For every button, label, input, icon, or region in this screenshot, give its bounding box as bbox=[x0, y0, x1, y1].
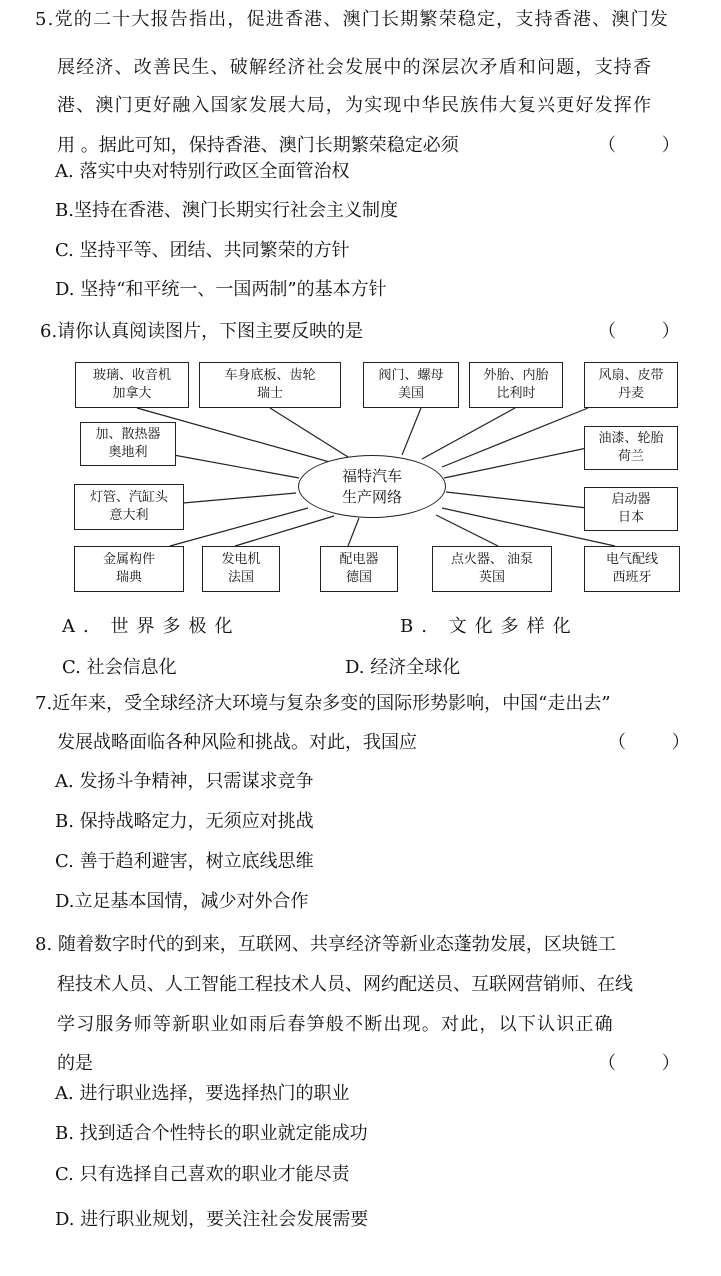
q8-stem-line-4: 的是 bbox=[57, 1053, 93, 1074]
node-parts-label: 阀门、螺母 bbox=[378, 368, 444, 383]
q5-stem-line-1: 5.党的二十大报告指出，促进香港、澳门长期繁荣稳定，支持香港、澳门发 bbox=[35, 9, 669, 30]
node-country-label: 瑞典 bbox=[115, 570, 142, 585]
q8-option-b: B. 找到适合个性特长的职业就定能成功 bbox=[55, 1123, 368, 1144]
node-parts-label: 玻璃、收音机 bbox=[92, 368, 171, 383]
node-parts-label: 车身底板、齿轮 bbox=[224, 368, 316, 383]
node-country-label: 英国 bbox=[478, 570, 505, 585]
q5-option-a: A. 落实中央对特别行政区全面管治权 bbox=[55, 161, 350, 182]
q5-option-c: C. 坚持平等、团结、共同繁荣的方针 bbox=[55, 240, 350, 261]
q6-option-a: A. 世界多极化 bbox=[62, 616, 241, 637]
q6-answer-paren: （ ） bbox=[598, 321, 680, 342]
node-netherlands bbox=[584, 426, 678, 470]
q6-option-b: B. 文化多样化 bbox=[400, 616, 579, 637]
node-parts-label: 油漆、轮胎 bbox=[598, 431, 664, 446]
node-uk bbox=[432, 546, 552, 592]
q5-answer-paren: （ ） bbox=[598, 135, 680, 156]
center-label-line-1: 福特汽车 bbox=[341, 466, 402, 485]
q7-option-b: B. 保持战略定力，无须应对挑战 bbox=[55, 811, 314, 832]
q8-stem-line-2: 程技术人员、人工智能工程技术人员、网约配送员、互联网营销师、在线 bbox=[57, 974, 633, 995]
q7-option-a: A. 发扬斗争精神，只需谋求竞争 bbox=[55, 771, 314, 792]
q8-option-a: A. 进行职业选择，要选择热门的职业 bbox=[55, 1083, 350, 1104]
node-parts-label: 发电机 bbox=[221, 552, 261, 567]
q6-stem: 6.请你认真阅读图片，下图主要反映的是 bbox=[40, 321, 364, 342]
center-label-line-2: 生产网络 bbox=[341, 487, 402, 506]
node-switzerland bbox=[199, 362, 341, 408]
q8-answer-paren: （ ） bbox=[598, 1053, 680, 1074]
q7-answer-paren: （ ） bbox=[608, 732, 690, 753]
node-germany bbox=[320, 546, 398, 592]
node-parts-label: 电气配线 bbox=[605, 552, 658, 567]
node-japan bbox=[584, 487, 678, 531]
node-sweden bbox=[74, 546, 184, 592]
node-country-label: 瑞士 bbox=[256, 386, 283, 401]
node-italy bbox=[74, 484, 184, 530]
node-country-label: 日本 bbox=[617, 510, 644, 525]
q5-stem-line-4: 用 。据此可知，保持香港、澳门长期繁荣稳定必须 bbox=[57, 135, 459, 156]
node-france bbox=[202, 546, 280, 592]
q7-option-c: C. 善于趋利避害，树立底线思维 bbox=[55, 851, 314, 872]
node-parts-label: 点火器、 油泵 bbox=[450, 552, 534, 567]
node-country-label: 荷兰 bbox=[617, 449, 644, 464]
node-denmark bbox=[584, 362, 678, 408]
node-parts-label: 配电器 bbox=[339, 552, 379, 567]
q8-stem-line-1: 8. 随着数字时代的到来，互联网、共享经济等新业态蓬勃发展，区块链工 bbox=[35, 934, 616, 955]
node-country-label: 意大利 bbox=[109, 508, 149, 523]
node-spain bbox=[584, 546, 680, 592]
diagram-center-node bbox=[298, 455, 446, 518]
node-parts-label: 风扇、皮带 bbox=[598, 368, 664, 383]
node-country-label: 德国 bbox=[345, 570, 372, 585]
q5-stem-line-2: 展经济、改善民生、破解经济社会发展中的深层次矛盾和问题，支持香 bbox=[57, 57, 653, 78]
node-parts-label: 灯管、汽缸头 bbox=[89, 490, 168, 505]
node-parts-label: 外胎、内胎 bbox=[483, 368, 549, 383]
node-canada bbox=[75, 362, 189, 408]
q7-option-d: D.立足基本国情，减少对外合作 bbox=[55, 891, 309, 912]
q7-stem-line-2: 发展战略面临各种风险和挑战。对此，我国应 bbox=[57, 732, 417, 753]
q5-option-b: B.坚持在香港、澳门长期实行社会主义制度 bbox=[55, 200, 398, 221]
node-usa bbox=[363, 362, 459, 408]
node-country-label: 比利时 bbox=[496, 386, 536, 401]
ford-production-network-diagram bbox=[70, 358, 682, 598]
q8-option-d: D. 进行职业规划，要关注社会发展需要 bbox=[55, 1209, 369, 1230]
q7-stem-line-1: 7.近年来，受全球经济大环境与复杂多变的国际形势影响，中国“走出去” bbox=[35, 693, 611, 714]
node-austria bbox=[80, 422, 176, 466]
node-country-label: 丹麦 bbox=[617, 386, 644, 401]
node-country-label: 加拿大 bbox=[112, 386, 152, 401]
node-parts-label: 金属构件 bbox=[102, 552, 155, 567]
q8-option-c: C. 只有选择自己喜欢的职业才能尽责 bbox=[55, 1164, 350, 1185]
q8-stem-line-3: 学习服务师等新职业如雨后春笋般不断出现。对此，以下认识正确 bbox=[57, 1014, 614, 1035]
node-parts-label: 启动器 bbox=[611, 492, 651, 507]
q6-option-d: D. 经济全球化 bbox=[345, 657, 461, 678]
q5-stem-line-3: 港、澳门更好融入国家发展大局，为实现中华民族伟大复兴更好发挥作 bbox=[57, 95, 653, 116]
q6-option-c: C. 社会信息化 bbox=[62, 657, 177, 678]
node-country-label: 西班牙 bbox=[612, 570, 652, 585]
node-parts-label: 加、散热器 bbox=[95, 427, 161, 442]
node-country-label: 奥地利 bbox=[108, 445, 148, 460]
node-country-label: 法国 bbox=[227, 570, 254, 585]
node-country-label: 美国 bbox=[397, 386, 424, 401]
q5-option-d: D. 坚持“和平统一、一国两制”的基本方针 bbox=[55, 279, 387, 300]
node-belgium bbox=[469, 362, 563, 408]
